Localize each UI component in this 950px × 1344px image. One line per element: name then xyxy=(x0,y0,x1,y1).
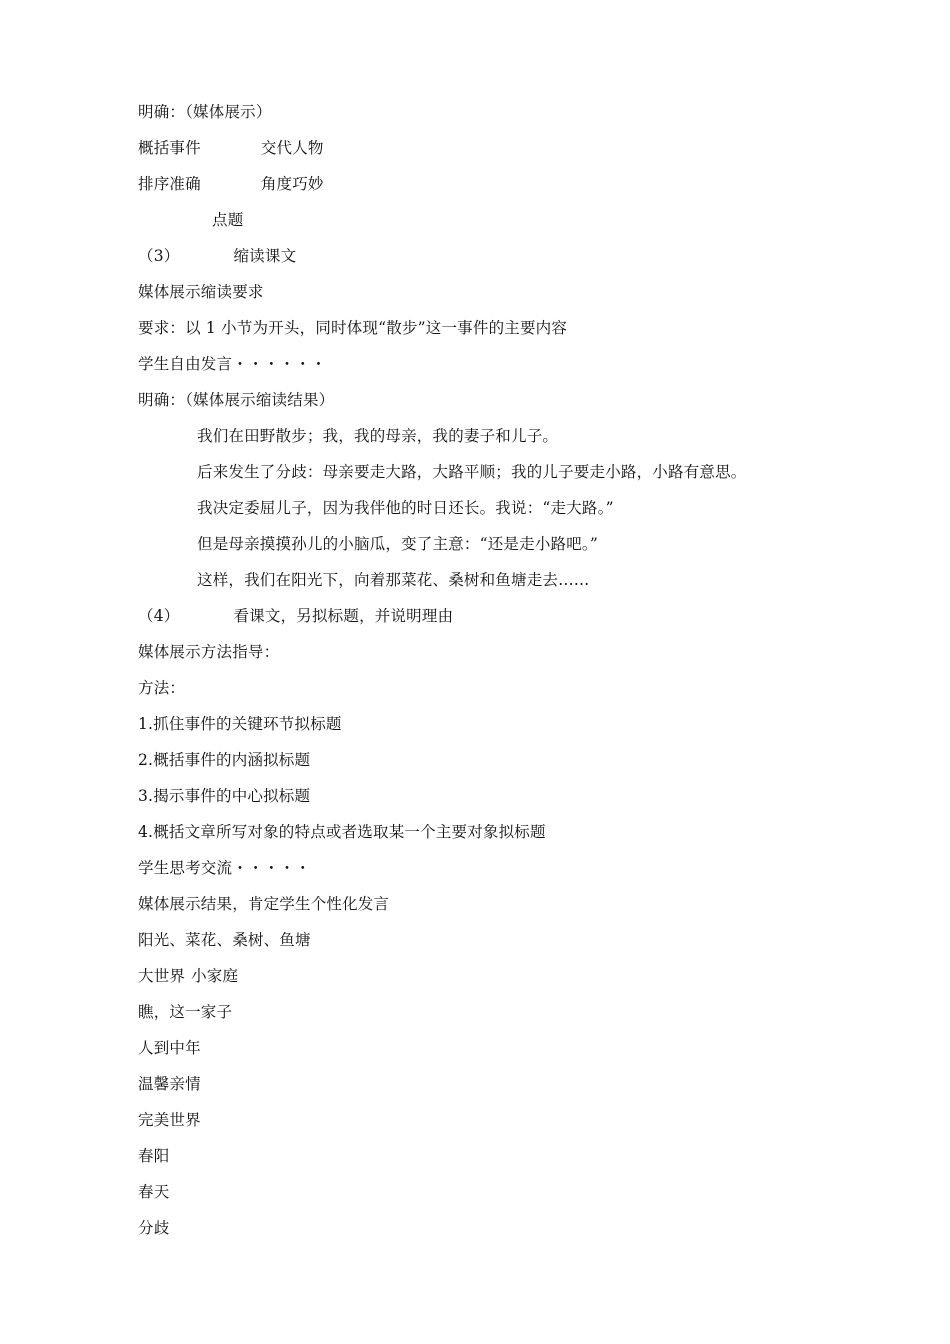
title-example: 人到中年 xyxy=(138,1039,201,1057)
text-line: 明确：（媒体展示） xyxy=(138,103,272,121)
method-item: 1.抓住事件的关键环节拟标题 xyxy=(138,715,342,733)
section-number: （3） xyxy=(138,247,180,265)
title-example: 完美世界 xyxy=(138,1111,201,1129)
section-title: 缩读课文 xyxy=(233,247,297,265)
method-item: 3.揭示事件的中心拟标题 xyxy=(138,787,311,805)
text-line: 学生自由发言・・・・・・ xyxy=(138,355,327,373)
title-example: 春天 xyxy=(138,1183,170,1201)
text-line: 媒体展示缩读要求 xyxy=(138,283,264,301)
requirement-line: 要求：以 1 小节为开头，同时体现“散步”这一事件的主要内容 xyxy=(138,319,568,337)
condensed-text-line: 我决定委屈儿子，因为我伴他的时日还长。我说：“走大路。” xyxy=(197,499,614,517)
section-title: 看课文，另拟标题，并说明理由 xyxy=(233,607,454,625)
condensed-text-line: 这样，我们在阳光下，向着那菜花、桑树和鱼塘走去…… xyxy=(197,571,590,589)
text-cell: 角度巧妙 xyxy=(260,175,324,193)
title-example: 瞧，这一家子 xyxy=(138,1003,233,1021)
section-heading-3 xyxy=(138,238,296,274)
text-cell: 交代人物 xyxy=(260,139,324,157)
clarify-media-line xyxy=(138,94,272,130)
method-heading: 方法： xyxy=(138,679,186,697)
condensed-text-line: 但是母亲摸摸孙儿的小脑瓜，变了主意：“还是走小路吧。” xyxy=(197,535,598,553)
method-item: 2.概括事件的内涵拟标题 xyxy=(138,751,311,769)
condensed-text-line: 后来发生了分歧：母亲要走大路，大路平顺；我的儿子要走小路，小路有意思。 xyxy=(197,463,747,481)
title-example: 春阳 xyxy=(138,1147,170,1165)
text-line: 媒体展示方法指导： xyxy=(138,643,280,661)
condensed-text-line: 我们在田野散步；我，我的母亲，我的妻子和儿子。 xyxy=(197,427,559,445)
method-item: 4.概括文章所写对象的特点或者选取某一个主要对象拟标题 xyxy=(138,823,546,841)
text-line: 学生思考交流・・・・・ xyxy=(138,859,311,877)
text-line: 媒体展示结果，肯定学生个性化发言 xyxy=(138,895,390,913)
clarify-result-line: 明确：（媒体展示缩读结果） xyxy=(138,391,335,409)
text-cell: 点题 xyxy=(212,211,244,229)
summary-row-3 xyxy=(212,202,243,238)
title-example: 阳光、菜花、桑树、鱼塘 xyxy=(138,931,311,949)
section-number: （4） xyxy=(138,607,180,625)
text-cell: 排序准确 xyxy=(138,175,201,193)
title-example: 大世界 小家庭 xyxy=(138,967,239,985)
section-heading-4 xyxy=(138,598,453,634)
title-example: 分歧 xyxy=(138,1219,170,1237)
title-example: 温馨亲情 xyxy=(138,1075,201,1093)
summary-row-1 xyxy=(138,130,324,166)
text-cell: 概括事件 xyxy=(138,139,201,157)
summary-row-2 xyxy=(138,166,324,202)
